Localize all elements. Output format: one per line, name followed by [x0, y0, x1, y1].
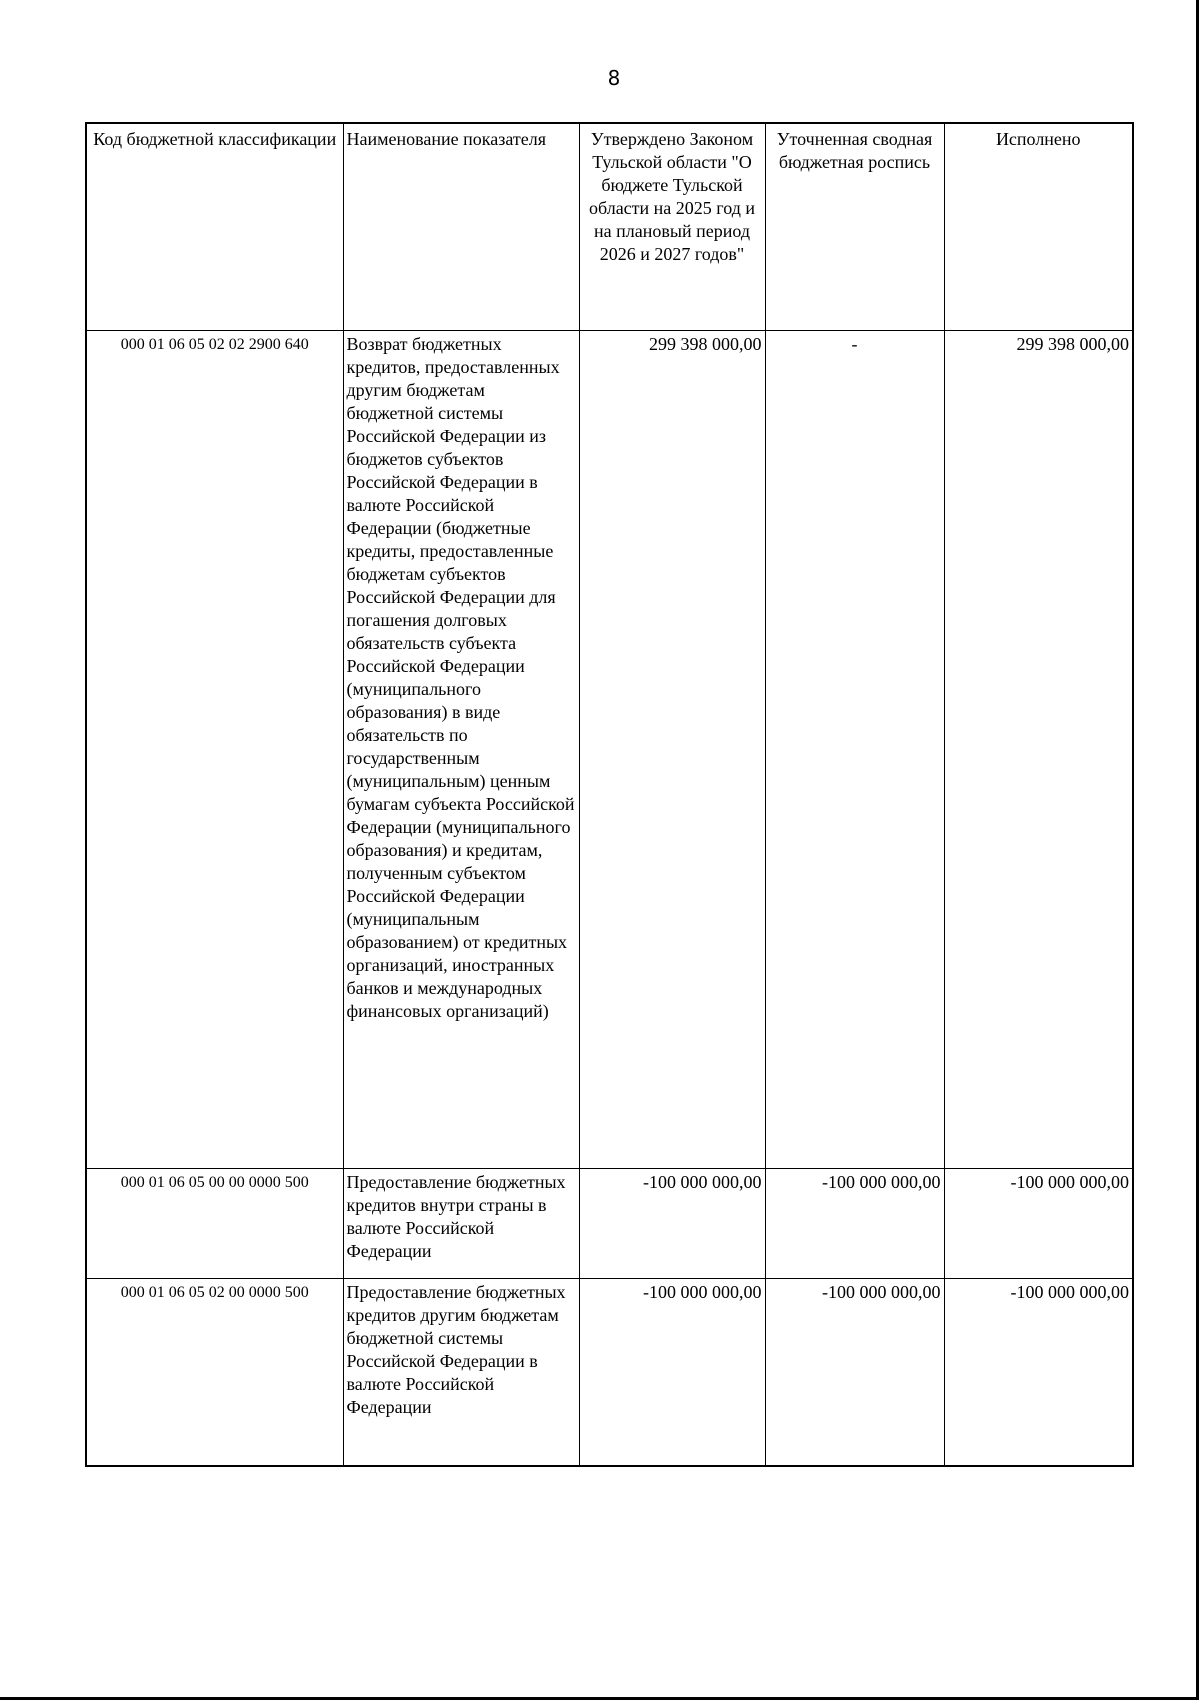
page-number: 8: [607, 66, 621, 90]
row-executed: -100 000 000,00: [944, 1278, 1133, 1466]
header-revised: Уточненная сводная бюджетная роспись: [765, 123, 944, 330]
header-name: Наименование показателя: [343, 123, 579, 330]
row-executed: 299 398 000,00: [944, 330, 1133, 1168]
row-code: 000 01 06 05 02 00 0000 500: [86, 1278, 343, 1466]
table-header: [86, 123, 1133, 330]
table-body: [86, 330, 1133, 1466]
header-approved: Утверждено Законом Тульской области "О бюджете Тульской области на 2025 год и на плановый период 2026 и 2027 годов": [579, 123, 765, 330]
header-executed: Исполнено: [944, 123, 1133, 330]
table-row: [86, 330, 1133, 1168]
row-code: 000 01 06 05 00 00 0000 500: [86, 1168, 343, 1278]
row-executed: -100 000 000,00: [944, 1168, 1133, 1278]
row-approved: 299 398 000,00: [579, 330, 765, 1168]
row-revised: -: [765, 330, 944, 1168]
header-row: [86, 123, 1133, 330]
row-approved: -100 000 000,00: [579, 1278, 765, 1466]
row-name: Предоставление бюджетных кредитов другим бюджетам бюджетной системы Российской Федерации в валюте Российской Федерации: [343, 1278, 579, 1466]
row-code: 000 01 06 05 02 02 2900 640: [86, 330, 343, 1168]
row-revised: -100 000 000,00: [765, 1168, 944, 1278]
row-name: Возврат бюджетных кредитов, предоставленных другим бюджетам бюджетной системы Российской Федерации из бюджетов субъектов Российской Федерации в валюте Российской Федерации (бюджетные кредиты, предоставленные бюджетам субъектов Российской Федерации для погашения долговых обязательств субъекта Российской Федерации (муниципального образования) в виде обязательств по государственным (муниципальным) ценным бумагам субъекта Российской Федерации (муниципального образования) и кредитам, полученным субъектом Российской Федерации (муниципальным образованием) от кредитных организаций, иностранных банков и международных финансовых организаций): [343, 330, 579, 1168]
row-name: Предоставление бюджетных кредитов внутри страны в валюте Российской Федерации: [343, 1168, 579, 1278]
row-approved: -100 000 000,00: [579, 1168, 765, 1278]
table-row: [86, 1168, 1133, 1278]
budget-table: [85, 122, 1134, 1467]
table-row: [86, 1278, 1133, 1466]
row-revised: -100 000 000,00: [765, 1278, 944, 1466]
header-code: Код бюджетной классификации: [86, 123, 343, 330]
